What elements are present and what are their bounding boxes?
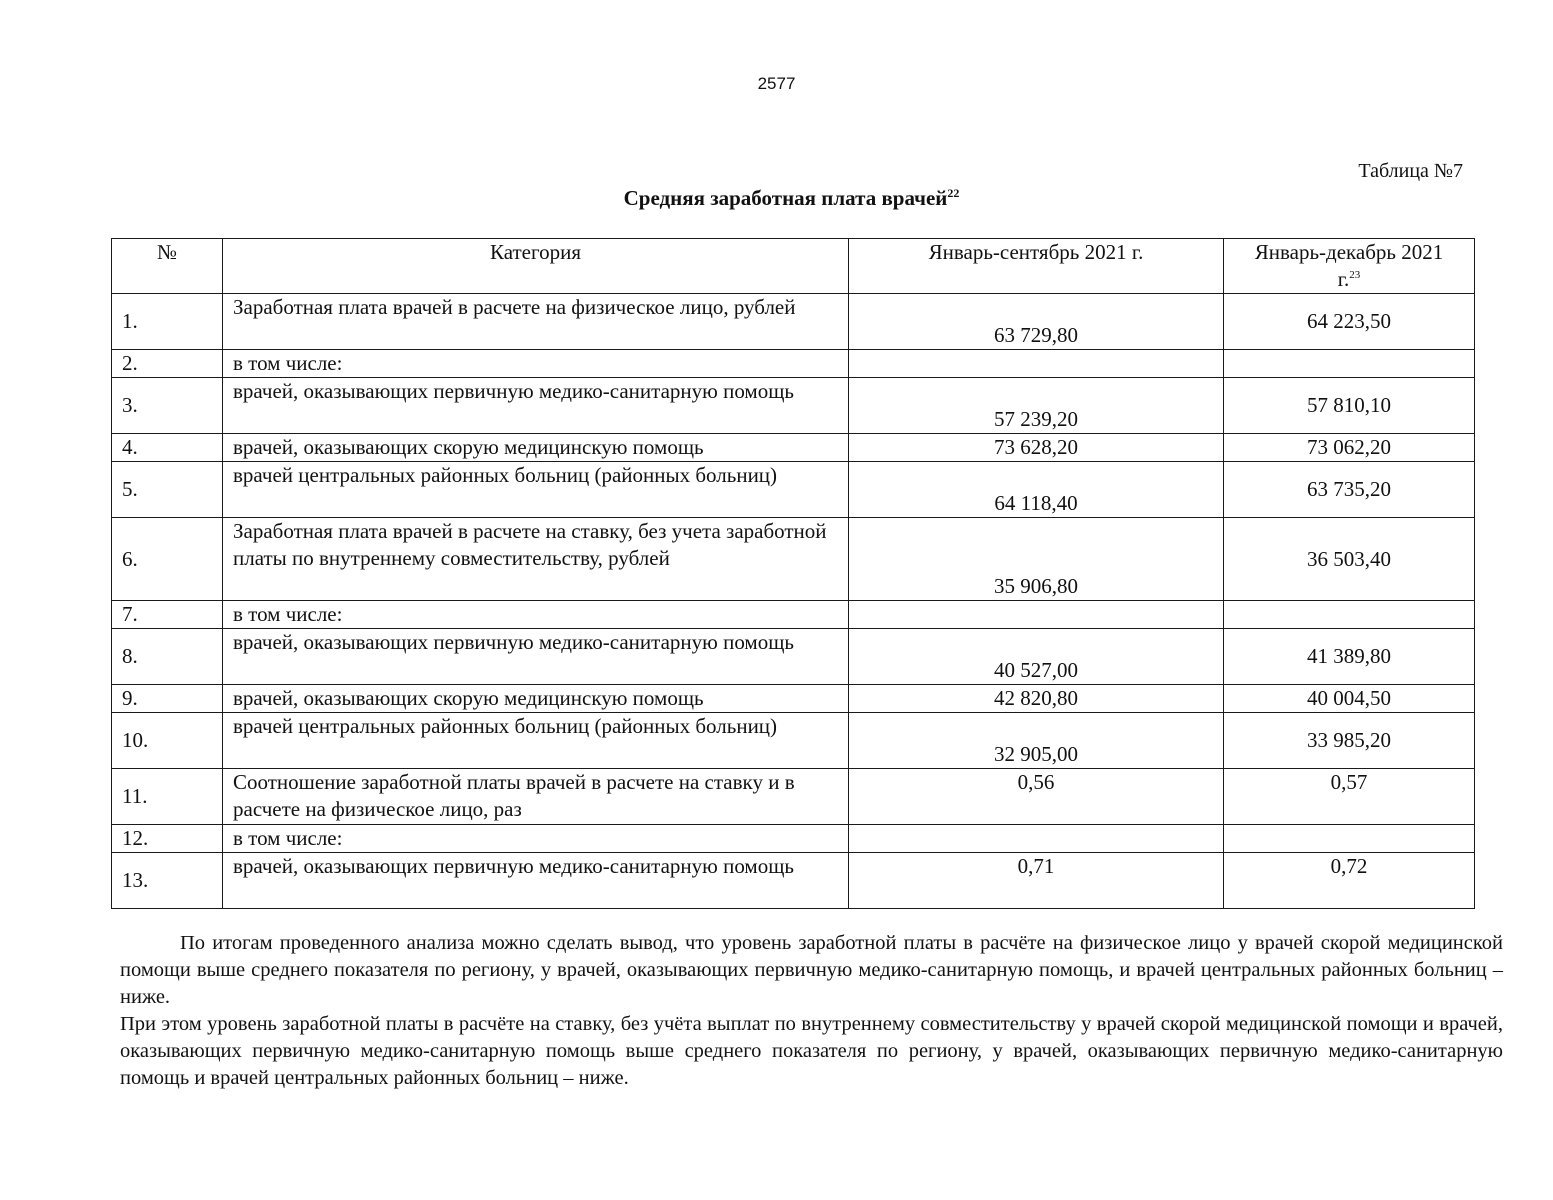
row-value-jan-sep: 32 905,00	[849, 713, 1224, 769]
header-num: №	[112, 239, 223, 294]
table-title-text: Средняя заработная плата врачей	[623, 186, 948, 210]
row-number: 3.	[112, 378, 223, 434]
row-number: 8.	[112, 629, 223, 685]
row-category: врачей, оказывающих скорую медицинскую помощь	[223, 685, 849, 713]
table-row	[112, 685, 1475, 713]
row-category: врачей, оказывающих первичную медико-санитарную помощь	[223, 378, 849, 434]
row-value-jan-sep: 0,71	[849, 853, 1224, 909]
row-value-jan-sep: 64 118,40	[849, 462, 1224, 518]
table-row	[112, 769, 1475, 825]
row-value-jan-dec: 73 062,20	[1224, 434, 1475, 462]
row-number: 6.	[112, 518, 223, 601]
row-value-jan-dec	[1224, 601, 1475, 629]
header-row	[112, 239, 1475, 294]
row-number: 12.	[112, 825, 223, 853]
row-value-jan-dec: 0,57	[1224, 769, 1475, 825]
header-period-2-line1: Январь-декабрь 2021	[1254, 240, 1444, 264]
header-footnote-ref: 23	[1349, 269, 1361, 281]
table-row	[112, 825, 1475, 853]
header-period-2	[1224, 239, 1475, 294]
table-title	[0, 186, 1553, 211]
row-value-jan-sep	[849, 350, 1224, 378]
page-number: 2577	[757, 74, 796, 93]
row-category: врачей, оказывающих первичную медико-санитарную помощь	[223, 629, 849, 685]
row-category: Соотношение заработной платы врачей в расчете на ставку и в расчете на физическое лицо, раз	[223, 769, 849, 825]
conclusion-text	[120, 930, 1503, 1092]
row-number: 4.	[112, 434, 223, 462]
row-category: в том числе:	[223, 601, 849, 629]
row-value-jan-sep: 63 729,80	[849, 294, 1224, 350]
salary-table	[111, 238, 1475, 909]
table-row	[112, 294, 1475, 350]
row-category: в том числе:	[223, 350, 849, 378]
row-number: 7.	[112, 601, 223, 629]
table-row	[112, 518, 1475, 601]
table-row	[112, 462, 1475, 518]
row-category: врачей центральных районных больниц (районных больниц)	[223, 713, 849, 769]
row-value-jan-dec	[1224, 350, 1475, 378]
row-category: врачей, оказывающих первичную медико-санитарную помощь	[223, 853, 849, 909]
table-row	[112, 713, 1475, 769]
row-category: врачей, оказывающих скорую медицинскую помощь	[223, 434, 849, 462]
row-category: Заработная плата врачей в расчете на ставку, без учета заработной платы по внутреннему совместительству, рублей	[223, 518, 849, 601]
row-category: врачей центральных районных больниц (районных больниц)	[223, 462, 849, 518]
row-value-jan-dec: 63 735,20	[1224, 462, 1475, 518]
row-value-jan-sep: 35 906,80	[849, 518, 1224, 601]
header-category: Категория	[223, 239, 849, 294]
row-number: 9.	[112, 685, 223, 713]
row-value-jan-sep: 57 239,20	[849, 378, 1224, 434]
table-label: Таблица №7	[1358, 160, 1463, 182]
row-number: 13.	[112, 853, 223, 909]
table-row	[112, 434, 1475, 462]
row-value-jan-dec: 36 503,40	[1224, 518, 1475, 601]
row-value-jan-dec: 0,72	[1224, 853, 1475, 909]
row-number: 5.	[112, 462, 223, 518]
table-row	[112, 378, 1475, 434]
table-row	[112, 853, 1475, 909]
row-category: Заработная плата врачей в расчете на физическое лицо, рублей	[223, 294, 849, 350]
title-footnote-ref: 22	[947, 186, 960, 200]
row-value-jan-dec	[1224, 825, 1475, 853]
row-value-jan-sep: 42 820,80	[849, 685, 1224, 713]
row-value-jan-sep	[849, 825, 1224, 853]
row-value-jan-dec: 40 004,50	[1224, 685, 1475, 713]
row-value-jan-sep	[849, 601, 1224, 629]
row-value-jan-dec: 33 985,20	[1224, 713, 1475, 769]
conclusion-paragraph-1: По итогам проведенного анализа можно сделать вывод, что уровень заработной платы в расчёте на физическое лицо у врачей скорой медицинской помощи выше среднего показателя по региону, у врачей, оказывающих первичную медико-санитарную помощь, и врачей центральных районных больниц – ниже.	[120, 932, 1503, 1008]
row-category: в том числе:	[223, 825, 849, 853]
table-row	[112, 601, 1475, 629]
header-period-1: Январь-сентябрь 2021 г.	[849, 239, 1224, 294]
row-value-jan-sep: 0,56	[849, 769, 1224, 825]
row-value-jan-dec: 41 389,80	[1224, 629, 1475, 685]
row-value-jan-sep: 73 628,20	[849, 434, 1224, 462]
header-period-2-line2: г.	[1337, 267, 1350, 291]
table-row	[112, 629, 1475, 685]
table-row	[112, 350, 1475, 378]
conclusion-paragraph-2: При этом уровень заработной платы в расчёте на ставку, без учёта выплат по внутреннему совместительству у врачей скорой медицинской помощи и врачей, оказывающих первичную медико-санитарную помощь выше среднего показателя по региону, у врачей, оказывающих первичную медико-санитарную помощь и врачей центральных районных больниц – ниже.	[120, 1013, 1503, 1089]
row-value-jan-dec: 64 223,50	[1224, 294, 1475, 350]
row-number: 2.	[112, 350, 223, 378]
row-number: 11.	[112, 769, 223, 825]
row-value-jan-dec: 57 810,10	[1224, 378, 1475, 434]
row-number: 1.	[112, 294, 223, 350]
row-value-jan-sep: 40 527,00	[849, 629, 1224, 685]
row-number: 10.	[112, 713, 223, 769]
